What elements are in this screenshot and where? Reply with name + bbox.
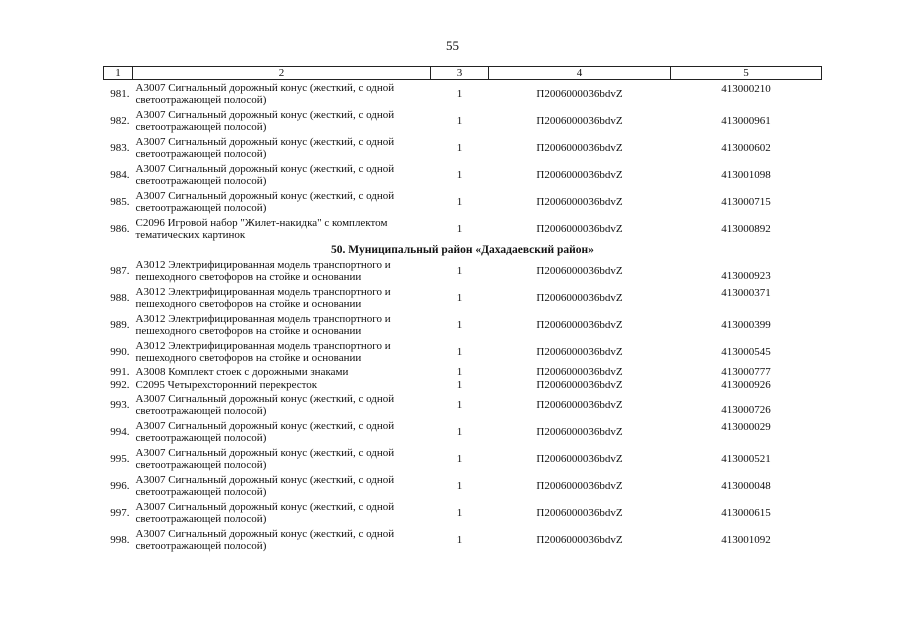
item-quantity-text: 1 <box>456 168 463 181</box>
inventory-number-text: 413000602 <box>721 141 771 154</box>
inventory-number <box>671 257 822 284</box>
column-header: 5 <box>671 67 822 80</box>
section-body <box>104 242 822 257</box>
item-name-text: А3007 Сигнальный дорожный конус (жесткий, с одной светоотражающей полосой) <box>135 135 395 160</box>
inventory-number-text: 413000545 <box>721 345 771 358</box>
item-code-text: П2006000036bdvZ <box>536 345 623 358</box>
item-code <box>489 499 671 526</box>
item-name-text: А3007 Сигнальный дорожный конус (жесткий, с одной светоотражающей полосой) <box>135 392 395 417</box>
item-code-text: П2006000036bdvZ <box>536 533 623 546</box>
item-code-text: П2006000036bdvZ <box>536 291 623 304</box>
inventory-number-text: 413000961 <box>721 114 771 127</box>
item-name <box>133 365 431 378</box>
item-name-text: А3012 Электрифицированная модель транспортного и пешеходного светофоров на стойке и основании <box>135 258 391 283</box>
row-number <box>104 161 133 188</box>
item-name-text: С2096 Игровой набор "Жилет-накидка" с комплектом тематических картинок <box>135 216 388 241</box>
row-number <box>104 365 133 378</box>
table-row <box>104 499 822 526</box>
table-row <box>104 338 822 365</box>
item-quantity-text: 1 <box>456 291 463 304</box>
item-name <box>133 311 431 338</box>
inventory-number <box>671 472 822 499</box>
table-row <box>104 311 822 338</box>
item-code <box>489 134 671 161</box>
item-quantity-text: 1 <box>456 141 463 154</box>
row-number-text: 995. <box>110 452 130 465</box>
item-name-text: А3007 Сигнальный дорожный конус (жесткий, с одной светоотражающей полосой) <box>135 81 395 106</box>
inventory-number-text: 413000726 <box>721 403 771 416</box>
row-number <box>104 284 133 311</box>
item-name-text: С2095 Четырехсторонний перекресток <box>135 378 318 391</box>
item-name <box>133 107 431 134</box>
item-quantity <box>431 311 489 338</box>
item-code-text: П2006000036bdvZ <box>536 195 623 208</box>
inventory-number-text: 413000371 <box>721 286 771 299</box>
item-name-text: А3007 Сигнальный дорожный конус (жесткий, с одной светоотражающей полосой) <box>135 162 395 187</box>
inventory-number <box>671 188 822 215</box>
row-number <box>104 311 133 338</box>
table-row <box>104 257 822 284</box>
item-code <box>489 418 671 445</box>
item-name <box>133 472 431 499</box>
item-quantity <box>431 378 489 391</box>
inventory-number-text: 413000892 <box>721 222 771 235</box>
item-name <box>133 418 431 445</box>
section-row <box>104 242 822 257</box>
item-code-text: П2006000036bdvZ <box>536 365 623 378</box>
item-code <box>489 80 671 108</box>
item-name <box>133 80 431 108</box>
table-row <box>104 418 822 445</box>
table-row <box>104 472 822 499</box>
inventory-number-text: 413000923 <box>721 269 771 282</box>
item-name-text: А3007 Сигнальный дорожный конус (жесткий, с одной светоотражающей полосой) <box>135 473 395 498</box>
row-number <box>104 378 133 391</box>
item-quantity-text: 1 <box>456 365 463 378</box>
table-row <box>104 526 822 553</box>
inventory-number <box>671 284 822 311</box>
item-code <box>489 472 671 499</box>
table-row <box>104 215 822 242</box>
item-quantity <box>431 257 489 284</box>
item-name <box>133 499 431 526</box>
row-number <box>104 134 133 161</box>
table-header-row <box>104 67 822 80</box>
row-number <box>104 472 133 499</box>
item-name <box>133 215 431 242</box>
item-name-text: А3007 Сигнальный дорожный конус (жесткий, с одной светоотражающей полосой) <box>135 419 395 444</box>
item-quantity <box>431 472 489 499</box>
item-name-text: А3008 Комплект стоек с дорожными знаками <box>135 365 349 378</box>
item-code <box>489 526 671 553</box>
table-body-after <box>104 257 822 553</box>
item-name-text: А3012 Электрифицированная модель транспортного и пешеходного светофоров на стойке и основании <box>135 285 391 310</box>
item-name-text: А3007 Сигнальный дорожный конус (жесткий, с одной светоотражающей полосой) <box>135 446 395 471</box>
table-row <box>104 134 822 161</box>
item-quantity-text: 1 <box>456 398 463 411</box>
item-code-text: П2006000036bdvZ <box>536 141 623 154</box>
item-name-text: А3012 Электрифицированная модель транспортного и пешеходного светофоров на стойке и основании <box>135 339 391 364</box>
item-quantity-text: 1 <box>456 378 463 391</box>
item-code-text: П2006000036bdvZ <box>536 222 623 235</box>
item-code <box>489 107 671 134</box>
item-quantity <box>431 284 489 311</box>
inventory-number <box>671 365 822 378</box>
item-code-text: П2006000036bdvZ <box>536 506 623 519</box>
column-header: 1 <box>104 67 133 80</box>
row-number-text: 982. <box>110 114 130 127</box>
table-row <box>104 365 822 378</box>
item-name <box>133 378 431 391</box>
item-name <box>133 445 431 472</box>
item-code <box>489 338 671 365</box>
item-name-text: А3007 Сигнальный дорожный конус (жесткий, с одной светоотражающей полосой) <box>135 500 395 525</box>
row-number-text: 991. <box>110 365 130 378</box>
column-header: 4 <box>489 67 671 80</box>
inventory-number-text: 413000521 <box>721 452 771 465</box>
row-number-text: 988. <box>110 291 130 304</box>
item-code <box>489 188 671 215</box>
item-code-text: П2006000036bdvZ <box>536 378 623 391</box>
item-code <box>489 378 671 391</box>
row-number-text: 985. <box>110 195 130 208</box>
row-number <box>104 107 133 134</box>
item-code-text: П2006000036bdvZ <box>536 168 623 181</box>
item-quantity-text: 1 <box>456 345 463 358</box>
inventory-number <box>671 445 822 472</box>
item-quantity <box>431 338 489 365</box>
inventory-number-text: 413000615 <box>721 506 771 519</box>
item-name <box>133 188 431 215</box>
row-number <box>104 445 133 472</box>
table-body-before <box>104 80 822 243</box>
section-title: 50. Муниципальный район «Дахадаевский район» <box>331 243 594 256</box>
inventory-number <box>671 80 822 108</box>
row-number <box>104 499 133 526</box>
item-code-text: П2006000036bdvZ <box>536 479 623 492</box>
inventory-number <box>671 311 822 338</box>
column-header: 3 <box>431 67 489 80</box>
item-name-text: А3007 Сигнальный дорожный конус (жесткий, с одной светоотражающей полосой) <box>135 108 395 133</box>
row-number-text: 990. <box>110 345 130 358</box>
row-number-text: 996. <box>110 479 130 492</box>
inventory-number <box>671 161 822 188</box>
item-name <box>133 161 431 188</box>
item-quantity <box>431 445 489 472</box>
row-number <box>104 418 133 445</box>
row-number-text: 983. <box>110 141 130 154</box>
item-quantity-text: 1 <box>456 533 463 546</box>
table-row <box>104 188 822 215</box>
inventory-number-text: 413001092 <box>721 533 771 546</box>
table-row <box>104 378 822 391</box>
item-quantity-text: 1 <box>456 195 463 208</box>
inventory-number <box>671 378 822 391</box>
item-code-text: П2006000036bdvZ <box>536 452 623 465</box>
item-quantity-text: 1 <box>456 114 463 127</box>
item-code <box>489 215 671 242</box>
item-code-text: П2006000036bdvZ <box>536 114 623 127</box>
row-number-text: 989. <box>110 318 130 331</box>
row-number <box>104 215 133 242</box>
item-quantity <box>431 499 489 526</box>
item-quantity-text: 1 <box>456 506 463 519</box>
item-code <box>489 257 671 284</box>
inventory-number <box>671 391 822 418</box>
item-quantity-text: 1 <box>456 479 463 492</box>
inventory-number <box>671 499 822 526</box>
item-code-text: П2006000036bdvZ <box>536 398 623 411</box>
item-quantity <box>431 526 489 553</box>
row-number-text: 987. <box>110 264 130 277</box>
inventory-table <box>103 66 822 553</box>
item-code <box>489 311 671 338</box>
item-code <box>489 161 671 188</box>
inventory-number <box>671 338 822 365</box>
page-number: 55 <box>446 38 459 53</box>
item-quantity-text: 1 <box>456 222 463 235</box>
table-row <box>104 445 822 472</box>
item-quantity-text: 1 <box>456 318 463 331</box>
inventory-number-text: 413000777 <box>721 365 771 378</box>
row-number-text: 994. <box>110 425 130 438</box>
item-quantity <box>431 391 489 418</box>
row-number-text: 986. <box>110 222 130 235</box>
inventory-number-text: 413000029 <box>721 420 771 433</box>
inventory-number-text: 413001098 <box>721 168 771 181</box>
row-number <box>104 257 133 284</box>
item-code <box>489 365 671 378</box>
item-name-text: А3012 Электрифицированная модель транспортного и пешеходного светофоров на стойке и основании <box>135 312 391 337</box>
item-code-text: П2006000036bdvZ <box>536 87 623 100</box>
row-number-text: 992. <box>110 378 130 391</box>
row-number <box>104 188 133 215</box>
item-quantity-text: 1 <box>456 452 463 465</box>
item-quantity <box>431 134 489 161</box>
row-number <box>104 391 133 418</box>
table-row <box>104 107 822 134</box>
row-number-text: 981. <box>110 87 130 100</box>
item-quantity <box>431 365 489 378</box>
item-code-text: П2006000036bdvZ <box>536 425 623 438</box>
item-name-text: А3007 Сигнальный дорожный конус (жесткий, с одной светоотражающей полосой) <box>135 189 395 214</box>
inventory-number-text: 413000210 <box>721 82 771 95</box>
item-code <box>489 391 671 418</box>
table-row <box>104 80 822 108</box>
inventory-number-text: 413000926 <box>721 378 771 391</box>
item-name <box>133 526 431 553</box>
item-quantity <box>431 215 489 242</box>
table-row <box>104 161 822 188</box>
item-name <box>133 257 431 284</box>
item-quantity-text: 1 <box>456 87 463 100</box>
item-code-text: П2006000036bdvZ <box>536 318 623 331</box>
inventory-number <box>671 107 822 134</box>
row-number <box>104 338 133 365</box>
table-row <box>104 391 822 418</box>
item-name <box>133 338 431 365</box>
item-quantity-text: 1 <box>456 425 463 438</box>
item-quantity <box>431 80 489 108</box>
row-number-text: 984. <box>110 168 130 181</box>
inventory-number-text: 413000048 <box>721 479 771 492</box>
item-name <box>133 284 431 311</box>
row-number-text: 998. <box>110 533 130 546</box>
item-quantity <box>431 161 489 188</box>
inventory-number <box>671 418 822 445</box>
item-quantity <box>431 107 489 134</box>
row-number-text: 993. <box>110 398 130 411</box>
inventory-number-text: 413000399 <box>721 318 771 331</box>
column-header: 2 <box>133 67 431 80</box>
row-number <box>104 80 133 108</box>
row-number-text: 997. <box>110 506 130 519</box>
item-name <box>133 391 431 418</box>
item-name <box>133 134 431 161</box>
inventory-number <box>671 215 822 242</box>
item-quantity <box>431 188 489 215</box>
item-quantity-text: 1 <box>456 264 463 277</box>
item-name-text: А3007 Сигнальный дорожный конус (жесткий, с одной светоотражающей полосой) <box>135 527 395 552</box>
inventory-number <box>671 526 822 553</box>
item-code <box>489 445 671 472</box>
row-number <box>104 526 133 553</box>
inventory-number <box>671 134 822 161</box>
item-code-text: П2006000036bdvZ <box>536 264 623 277</box>
item-quantity <box>431 418 489 445</box>
table-row <box>104 284 822 311</box>
inventory-number-text: 413000715 <box>721 195 771 208</box>
item-code <box>489 284 671 311</box>
